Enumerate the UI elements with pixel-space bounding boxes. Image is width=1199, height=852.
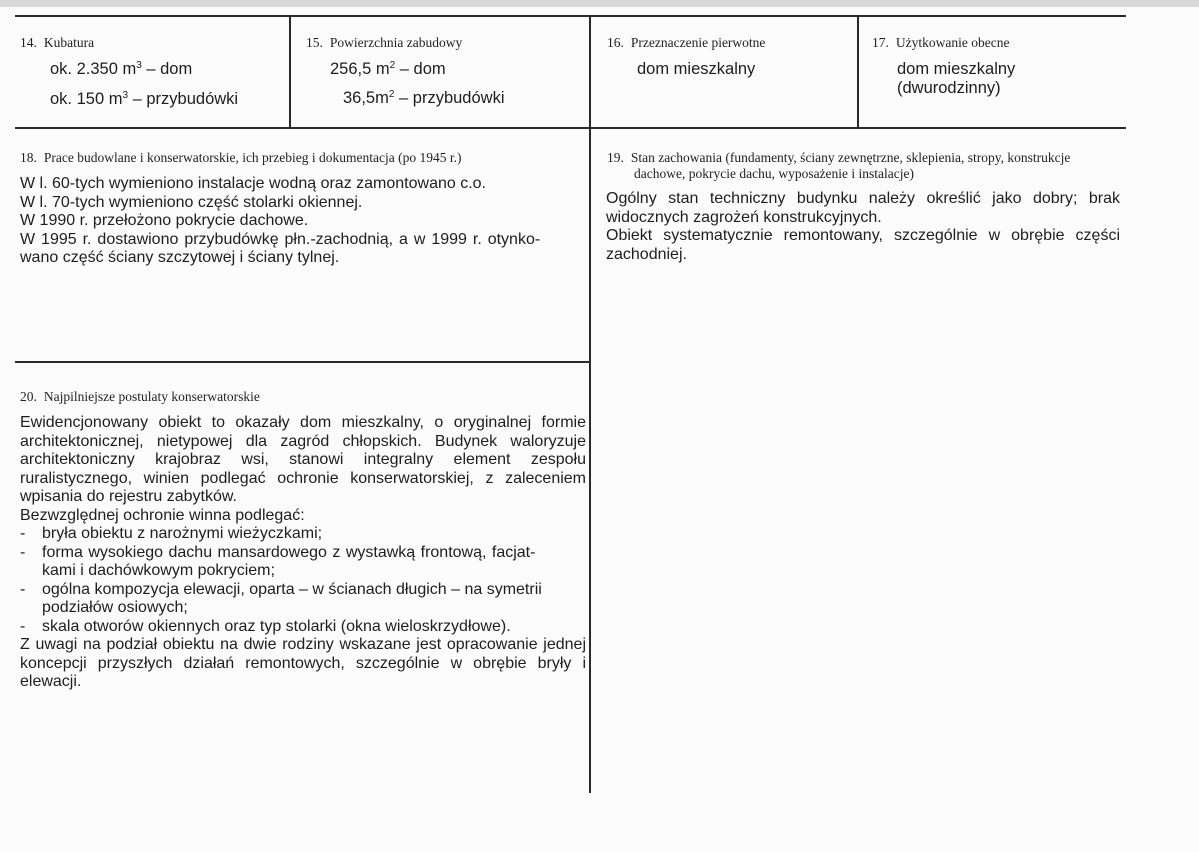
col-divider-main: [589, 15, 591, 793]
section-20-text: [20, 414, 586, 692]
section-20-lead: Bezwzględnej ochronie winna podlegać:: [20, 506, 305, 524]
section-16-value: dom mieszkalny: [637, 60, 756, 78]
section-16-label: 16. Przeznaczenie pierwotne: [607, 35, 766, 50]
section-18-label: 18. Prace budowlane i konserwatorskie, ich przebieg i dokumentacja (po 1945 r.): [20, 150, 462, 165]
section-14-value-dom: ok. 2.350 $m^3$ – dom: [50, 60, 193, 78]
postulate-item: - bryła obiektu z narożnymi wieżyczkami;: [20, 525, 323, 542]
section-19-paragraph-1: Ogólny stan techniczny budynku należy określić jako dobry; brak widocznych zagrożeń konstrukcyjnych.: [606, 190, 1120, 226]
section-18-text: [20, 175, 580, 268]
section-19-paragraph-2: Obiekt systematycznie remontowany, szczególnie w obrębie części zachodniej.: [606, 227, 1120, 263]
postulate-item: - forma wysokiego dachu mansardowego z wystawką frontową, facjat- kami i dachówkowym pokryciem;: [20, 543, 536, 579]
section-20-label: 20. Najpilniejsze postulaty konserwatorskie: [20, 389, 260, 404]
section-15-label: 15. Powierzchnia zabudowy: [306, 35, 463, 50]
section-18-line-1: W l. 60-tych wymieniono instalacje wodną oraz zamontowano c.o.: [20, 175, 486, 192]
row-divider-1: [15, 127, 1126, 129]
section-14-label: 14. Kubatura: [20, 35, 95, 50]
section-14-value-przybudowki: ok. 150 $m^3$ – przybudówki: [50, 90, 239, 108]
section-19-text: [606, 190, 1120, 264]
section-20-intro: Ewidencjonowany obiekt to okazały dom mieszkalny, o oryginalnej formie architektonicznej, nietypowej dla zagród chłopskich. Budynek waloryzuje architektoniczny krajobraz wsi, stanowi integralny element zespołu ruralistycznego, winien podlegać ochronie konserwatorskiej, z zaleceniem wpisania do rejestru zabytków.: [20, 414, 586, 505]
section-17-value-2: (dwurodzinny): [897, 79, 1001, 97]
row-divider-2: [15, 361, 590, 363]
scan-edge: [0, 0, 1199, 7]
section-18-line-2: W l. 70-tych wymieniono część stolarki okiennej.: [20, 193, 363, 211]
col-divider-14-15: [289, 15, 291, 128]
col-divider-16-17: [857, 15, 859, 128]
section-18-line-3: W 1990 r. przełożono pokrycie dachowe.: [20, 212, 309, 229]
section-17-value-1: dom mieszkalny: [897, 60, 1016, 78]
section-19-label: 19. Stan zachowania (fundamenty, ściany zewnętrzne, sklepienia, stropy, konstrukcje dachowe, pokrycie dachu, wyposażenie i instalacje): [607, 150, 1071, 181]
section-18-line-4: W 1995 r. dostawiono przybudówkę płn.-zachodnią, a w 1999 r. otynko-: [20, 230, 541, 248]
postulate-item: - ogólna kompozycja elewacji, oparta – w ścianach długich – na symetrii podziałów osiowych;: [20, 580, 542, 616]
section-20-closing: Z uwagi na podział obiektu na dwie rodziny wskazane jest opracowanie jednej koncepcji przyszłych działań remontowych, szczególnie w obrębie bryły i elewacji.: [20, 636, 586, 690]
section-18-line-5: wano część ściany szczytowej i ściany tylnej.: [20, 249, 340, 266]
postulate-item: - skala otworów okiennych oraz typ stolarki (okna wieloskrzydłowe).: [20, 617, 511, 635]
section-15-value-przybudowki: $36,5m^2$ – przybudówki: [343, 89, 505, 107]
section-15-value-dom: 256,5 $m^2$ – dom: [330, 60, 446, 78]
section-17-label: 17. Użytkowanie obecne: [872, 35, 1010, 50]
top-border: [15, 15, 1126, 17]
